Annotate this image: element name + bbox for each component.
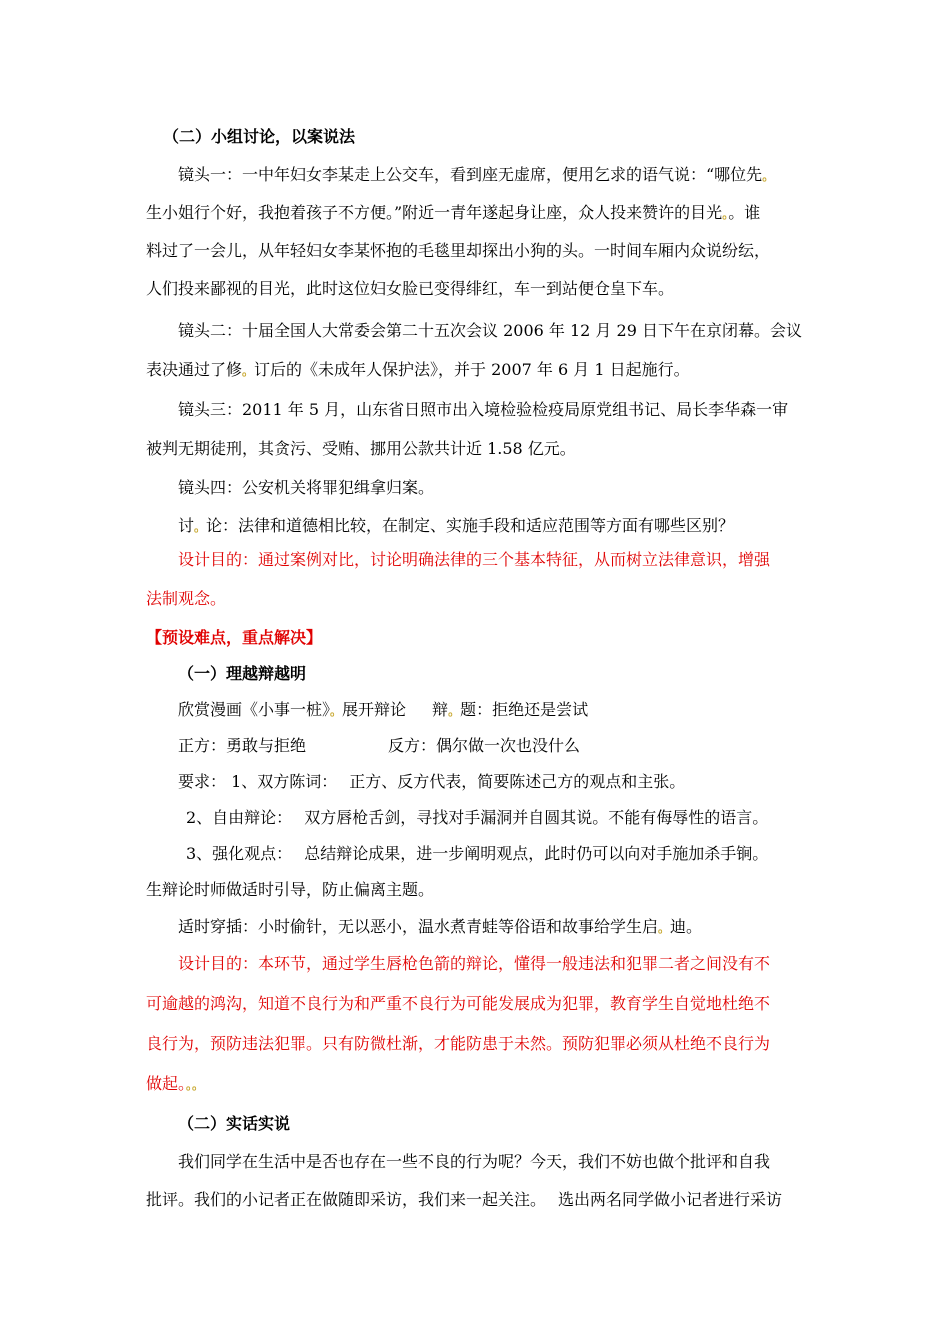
paragraph-line [178,515,734,538]
mark-dot: 。 [762,169,775,183]
line-text: 法制观念。 [146,589,227,608]
paragraph-line [178,699,588,722]
design-purpose-line [178,953,770,975]
line-text: 人们投来鄙视的目光，此时这位妇女脸已变得绯红，车一到站便仓皇下车。 [146,279,675,298]
line-text: 辩 [432,700,449,719]
paragraph-line [178,1151,770,1173]
mark-dot: 。。 [186,1078,205,1092]
design-purpose-line [146,1073,204,1096]
line-text: 镜头二：十届全国人大常委会第二十五次会议 2006 年 12 月 29 日下午在京闭幕。会议 [178,321,802,340]
line-text: 料过了一会儿，从年轻妇女李某怀抱的毛毯里却探出小狗的头。一时间车厢内众说纷纭， [146,241,771,260]
line-text: 做起。 [146,1074,187,1093]
paragraph-line [186,807,768,829]
line-text: 总结辩论成果，进一步阐明观点，此时仍可以向对手施加杀手锏。 [304,844,769,863]
heading-text: （二）实话实说 [178,1114,291,1133]
mark-dot: 。 [330,704,343,718]
line-text: 我们同学在生活中是否也存在一些不良的行为呢？今天，我们不妨也做个批评和自我 [178,1152,771,1171]
heading-text: （一）理越辩越明 [178,664,307,683]
paragraph-line [146,202,760,225]
line-text: 讨 [178,516,195,535]
section-heading-difficulty [146,627,322,649]
line-text: 可逾越的鸿沟，知道不良行为和严重不良行为可能发展成为犯罪，教育学生自觉地杜绝不 [146,994,771,1013]
mark-dot: 。 [242,364,255,378]
paragraph-line [146,879,434,901]
line-text: 要求： 1、双方陈词： [178,772,338,791]
line-text: 。谁 [728,203,761,222]
design-purpose-line [178,549,770,571]
paragraph-line [186,843,768,865]
line-text: 迪。 [670,917,703,936]
line-text: 良行为，预防违法犯罪。只有防微杜渐，才能防患于未然。预防犯罪必须从杜绝不良行为 [146,1034,771,1053]
design-purpose-line [146,1033,770,1055]
line-text: 被判无期徒刑，其贪污、受贿、挪用公款共计近 1.58 亿元。 [146,439,576,458]
line-text: 订后的《未成年人保护法》，并于 2007 年 6 月 1 日起施行。 [254,360,690,379]
line-text: 镜头四：公安机关将罪犯缉拿归案。 [178,478,435,497]
heading-text: （二）小组讨论，以案说法 [163,127,356,146]
line-text: 表决通过了修 [146,360,243,379]
line-text: 反方：偶尔做一次也没什么 [388,736,581,755]
subsection-heading-debate [178,663,306,685]
paragraph-line [146,359,690,382]
paragraph-line [178,164,774,187]
line-text: 选出两名同学做小记者进行采访 [558,1190,783,1209]
paragraph-line [178,771,685,793]
line-text: 适时穿插：小时偷针，无以恶小，温水煮青蛙等俗语和故事给学生启 [178,917,659,936]
line-text: 展开辩论 [342,700,407,719]
line-text: 欣赏漫画《小事一桩》 [178,700,331,719]
line-text: 论：法律和道德相比较，在制定、实施手段和适应范围等方面有哪些区别？ [206,516,735,535]
design-purpose-line [146,588,226,610]
line-text: 镜头一：一中年妇女李某走上公交车，看到座无虚席，便用乞求的语气说：“哪位先 [178,165,763,184]
design-purpose-line [146,993,770,1015]
paragraph-line [178,735,580,757]
mark-dot: 。 [448,704,461,718]
paragraph-line [178,399,788,421]
paragraph-line [178,916,702,939]
line-text: 生小姐行个好，我抱着孩子不方便。”附近一青年遂起身让座，众人投来赞许的目光 [146,203,723,222]
heading-text: 【预设难点，重点解决】 [146,628,323,647]
line-text: 批评。我们的小记者正在做随即采访，我们来一起关注。 [146,1190,547,1209]
paragraph-line [146,438,576,460]
paragraph-line [178,477,434,499]
line-text: 镜头三：2011 年 5 月，山东省日照市出入境检验检疫局原党组书记、局长李华森一审 [178,400,789,419]
subsection-heading-honest-talk [178,1113,290,1135]
paragraph-line [178,320,802,342]
paragraph-line [146,240,770,262]
line-text: 正方、反方代表，简要陈述己方的观点和主张。 [349,772,686,791]
mark-dot: 。 [658,921,671,935]
line-text: 设计目的：本环节，通过学生唇枪色箭的辩论，懂得一般违法和犯罪二者之间没有不 [178,954,771,973]
mark-dot: 。 [722,207,729,221]
mark-dot: 。 [194,520,207,534]
line-text: 正方：勇敢与拒绝 [178,736,307,755]
line-text: 双方唇枪舌剑，寻找对手漏洞并自圆其说。不能有侮辱性的语言。 [304,808,769,827]
paragraph-line [146,1189,782,1211]
line-text: 3、强化观点： [186,844,293,863]
line-text: 设计目的：通过案例对比，讨论明确法律的三个基本特征，从而树立法律意识，增强 [178,550,771,569]
paragraph-line [146,278,674,300]
line-text: 生辩论时师做适时引导，防止偏离主题。 [146,880,435,899]
section-heading-group-discussion [163,126,355,148]
line-text: 2、自由辩论： [186,808,293,827]
line-text: 题：拒绝还是尝试 [460,700,589,719]
